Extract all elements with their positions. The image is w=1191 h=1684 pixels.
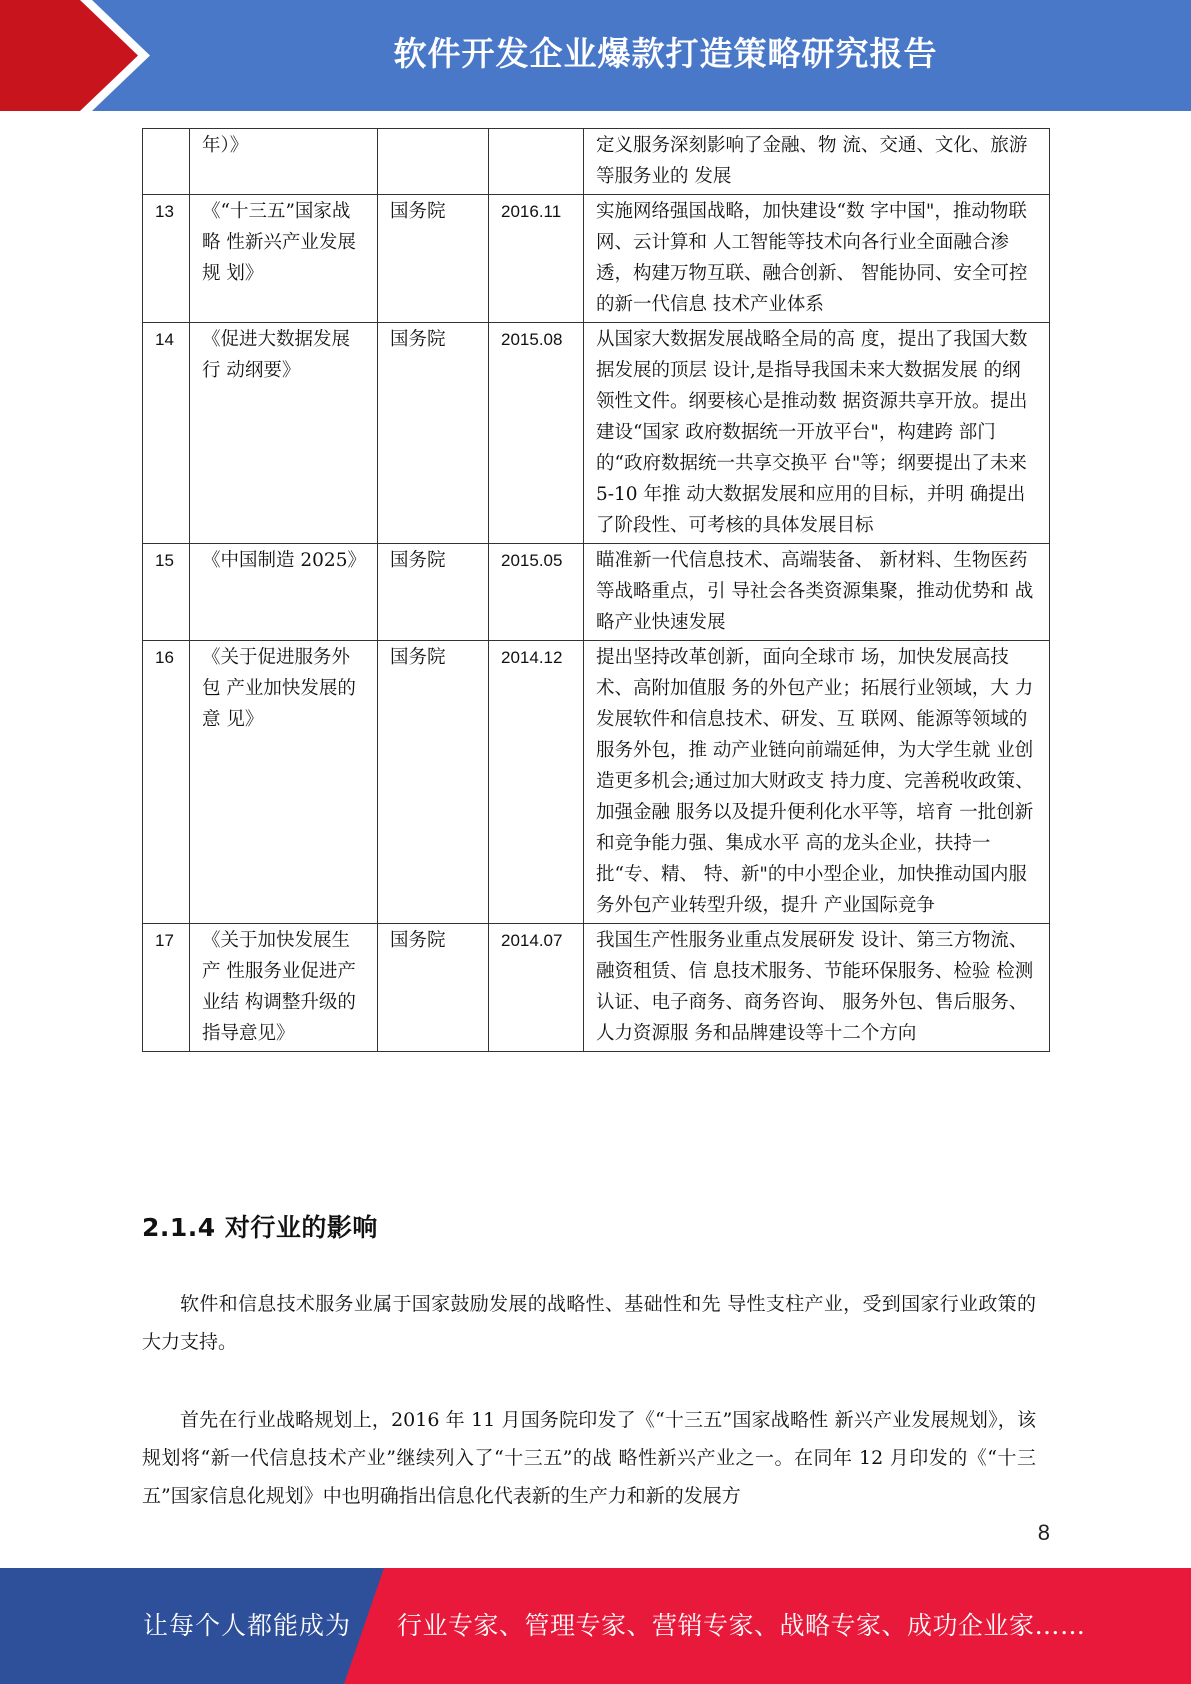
table-row bbox=[143, 129, 1050, 195]
policy-name: 《关于促进服务外包 产业加快发展的意 见》 bbox=[190, 641, 378, 924]
section-heading: 2.1.4 对行业的影响 bbox=[142, 1213, 378, 1242]
issuer: 国务院 bbox=[378, 924, 489, 1052]
page-footer bbox=[0, 1568, 1191, 1684]
policy-content: 提出坚持改革创新，面向全球市 场，加快发展高技术、高附加值服 务的外包产业；拓展行业领域，大 力发展软件和信息技术、研发、互 联网、能源等领域的服务外包，推 动产业链向前端延伸，为大学生就 业创造更多机会;通过加大财政支 持力度、完善税收政策、加强金融 服务以及提升便利化水平等，培育 一批创新和竞争能力强、集成水平 高的龙头企业，扶持一批“专、精、 特、新"的中小型企业，加快推动国内服务外包产业转型升级，提升 产业国际竞争 bbox=[584, 641, 1050, 924]
row-number: 16 bbox=[143, 641, 190, 924]
row-number: 14 bbox=[143, 323, 190, 544]
issuer: 国务院 bbox=[378, 641, 489, 924]
issue-date: 2016.11 bbox=[489, 195, 584, 323]
table-row bbox=[143, 641, 1050, 924]
policy-name: 《中国制造 2025》 bbox=[190, 544, 378, 641]
policy-content: 定义服务深刻影响了金融、物 流、交通、文化、旅游等服务业的 发展 bbox=[584, 129, 1050, 195]
table-row bbox=[143, 924, 1050, 1052]
policy-content: 实施网络强国战略，加快建设“数 字中国"，推动物联网、云计算和 人工智能等技术向各行业全面融合渗透，构建万物互联、融合创新、 智能协同、安全可控的新一代信息 技术产业体系 bbox=[584, 195, 1050, 323]
policy-name: 《“十三五”国家战略 性新兴产业发展规 划》 bbox=[190, 195, 378, 323]
policy-content: 从国家大数据发展战略全局的高 度，提出了我国大数据发展的顶层 设计,是指导我国未来大数据发展 的纲领性文件。纲要核心是推动数 据资源共享开放。提出建设“国家 政府数据统一开放平台"，构建跨 部门的“政府数据统一共享交换平 台"等；纲要提出了未来 5-10 年推 动大数据发展和应用的目标，并明 确提出了阶段性、可考核的具体发展目标 bbox=[584, 323, 1050, 544]
table-row bbox=[143, 544, 1050, 641]
footer-slogan-right: 行业专家、管理专家、营销专家、战略专家、成功企业家…… bbox=[397, 1611, 1086, 1640]
issue-date: 2014.07 bbox=[489, 924, 584, 1052]
policy-content: 瞄准新一代信息技术、高端装备、 新材料、生物医药等战略重点，引 导社会各类资源集聚，推动优势和 战略产业快速发展 bbox=[584, 544, 1050, 641]
footer-slogan-left: 让每个人都能成为 bbox=[143, 1611, 352, 1640]
issue-date: 2015.08 bbox=[489, 323, 584, 544]
policy-content: 我国生产性服务业重点发展研发 设计、第三方物流、融资租赁、信 息技术服务、节能环保服务、检验 检测认证、电子商务、商务咨询、 服务外包、售后服务、人力资源服 务和品牌建设等十二个方向 bbox=[584, 924, 1050, 1052]
header-arrow-icon bbox=[0, 0, 160, 111]
paragraph: 首先在行业战略规划上，2016 年 11 月国务院印发了《“十三五”国家战略性 新兴产业发展规划》，该规划将“新一代信息技术产业”继续列入了“十三五”的战 略性新兴产业之一。在同年 12 月印发的《“十三五”国家信息化规划》中也明确指出信息化代表新的生产力和新的发展方 bbox=[142, 1409, 1036, 1507]
table-row bbox=[143, 195, 1050, 323]
report-title: 软件开发企业爆款打造策略研究报告 bbox=[393, 34, 938, 73]
issuer bbox=[378, 129, 489, 195]
policy-table bbox=[142, 128, 1050, 1052]
table-row bbox=[143, 323, 1050, 544]
row-number: 13 bbox=[143, 195, 190, 323]
issuer: 国务院 bbox=[378, 544, 489, 641]
row-number: 17 bbox=[143, 924, 190, 1052]
policy-name: 《关于加快发展生产 性服务业促进产业结 构调整升级的指导意见》 bbox=[190, 924, 378, 1052]
issue-date: 2014.12 bbox=[489, 641, 584, 924]
row-number bbox=[143, 129, 190, 195]
issue-date bbox=[489, 129, 584, 195]
paragraph: 软件和信息技术服务业属于国家鼓励发展的战略性、基础性和先 导性支柱产业，受到国家行业政策的大力支持。 bbox=[142, 1293, 1036, 1353]
page-number: 8 bbox=[1037, 1520, 1050, 1545]
policy-name: 《促进大数据发展行 动纲要》 bbox=[190, 323, 378, 544]
page-header bbox=[0, 0, 1191, 111]
row-number: 15 bbox=[143, 544, 190, 641]
issue-date: 2015.05 bbox=[489, 544, 584, 641]
issuer: 国务院 bbox=[378, 195, 489, 323]
issuer: 国务院 bbox=[378, 323, 489, 544]
policy-name: 年）》 bbox=[190, 129, 378, 195]
